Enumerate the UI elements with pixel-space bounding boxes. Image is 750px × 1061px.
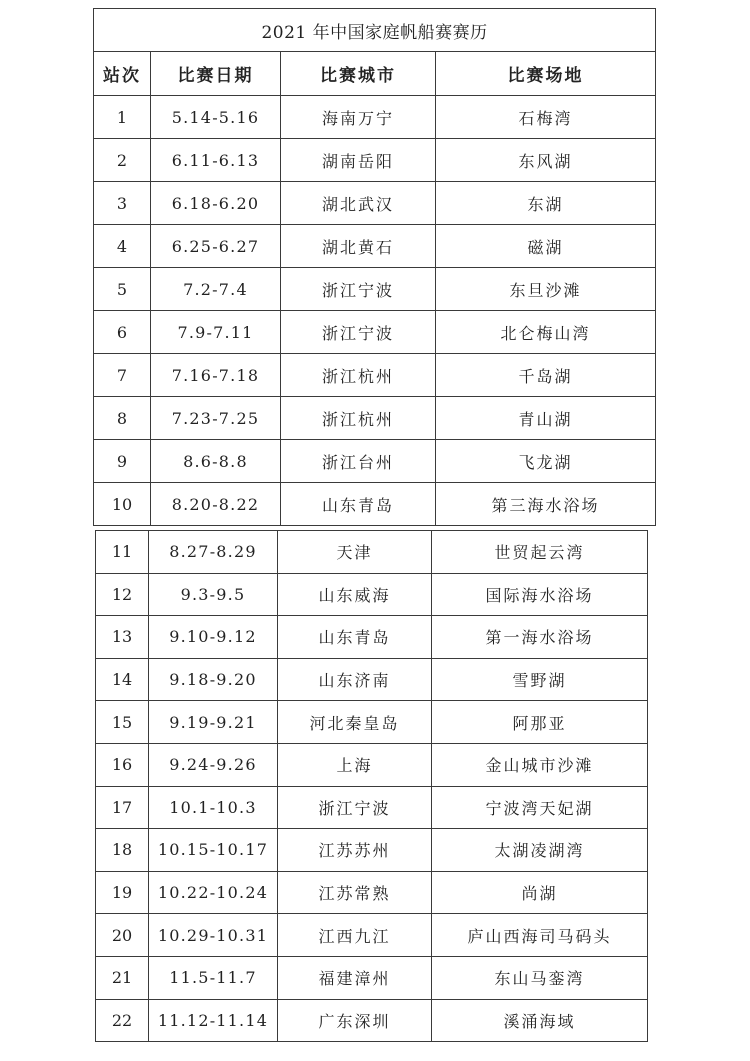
cell-venue: 青山湖 (436, 397, 656, 440)
cell-city: 上海 (278, 743, 432, 786)
table-row (96, 573, 648, 616)
cell-city: 浙江杭州 (281, 397, 436, 440)
cell-stage: 19 (96, 871, 149, 914)
cell-stage: 7 (94, 354, 151, 397)
cell-venue: 国际海水浴场 (432, 573, 648, 616)
cell-venue: 东旦沙滩 (436, 268, 656, 311)
cell-stage: 3 (94, 182, 151, 225)
cell-stage: 12 (96, 573, 149, 616)
cell-date: 11.5-11.7 (149, 956, 278, 999)
cell-date: 10.22-10.24 (149, 871, 278, 914)
table-row (96, 786, 648, 829)
cell-stage: 8 (94, 397, 151, 440)
table-row (96, 658, 648, 701)
cell-date: 10.15-10.17 (149, 829, 278, 872)
cell-venue: 阿那亚 (432, 701, 648, 744)
cell-city: 河北秦皇岛 (278, 701, 432, 744)
cell-city: 浙江台州 (281, 440, 436, 483)
cell-stage: 15 (96, 701, 149, 744)
cell-stage: 2 (94, 139, 151, 182)
table-row (94, 225, 656, 268)
table-row (96, 871, 648, 914)
cell-date: 7.2-7.4 (151, 268, 281, 311)
cell-city: 湖南岳阳 (281, 139, 436, 182)
cell-city: 浙江宁波 (281, 311, 436, 354)
cell-date: 5.14-5.16 (151, 96, 281, 139)
cell-stage: 9 (94, 440, 151, 483)
cell-venue: 宁波湾天妃湖 (432, 786, 648, 829)
cell-date: 6.25-6.27 (151, 225, 281, 268)
table-row (94, 268, 656, 311)
table-row (96, 829, 648, 872)
cell-city: 福建漳州 (278, 956, 432, 999)
cell-stage: 18 (96, 829, 149, 872)
cell-venue: 尚湖 (432, 871, 648, 914)
cell-city: 山东威海 (278, 573, 432, 616)
table-row (94, 440, 656, 483)
cell-date: 10.1-10.3 (149, 786, 278, 829)
cell-stage: 21 (96, 956, 149, 999)
table-row (96, 743, 648, 786)
cell-stage: 16 (96, 743, 149, 786)
cell-venue: 第一海水浴场 (432, 616, 648, 659)
cell-stage: 5 (94, 268, 151, 311)
cell-stage: 22 (96, 999, 149, 1042)
cell-venue: 千岛湖 (436, 354, 656, 397)
cell-city: 浙江杭州 (281, 354, 436, 397)
cell-date: 9.3-9.5 (149, 573, 278, 616)
cell-date: 10.29-10.31 (149, 914, 278, 957)
table-row (96, 616, 648, 659)
cell-city: 江苏苏州 (278, 829, 432, 872)
cell-city: 山东青岛 (281, 483, 436, 526)
table-row (94, 397, 656, 440)
table-row (94, 311, 656, 354)
cell-city: 江苏常熟 (278, 871, 432, 914)
cell-date: 8.20-8.22 (151, 483, 281, 526)
cell-stage: 1 (94, 96, 151, 139)
cell-venue: 雪野湖 (432, 658, 648, 701)
cell-city: 湖北黄石 (281, 225, 436, 268)
header-stage: 站次 (94, 52, 151, 96)
table-row (96, 956, 648, 999)
cell-venue: 石梅湾 (436, 96, 656, 139)
table-row (94, 182, 656, 225)
cell-stage: 13 (96, 616, 149, 659)
cell-venue: 北仑梅山湾 (436, 311, 656, 354)
cell-venue: 金山城市沙滩 (432, 743, 648, 786)
cell-date: 9.10-9.12 (149, 616, 278, 659)
cell-date: 11.12-11.14 (149, 999, 278, 1042)
header-venue: 比赛场地 (436, 52, 656, 96)
cell-venue: 东风湖 (436, 139, 656, 182)
cell-venue: 飞龙湖 (436, 440, 656, 483)
table-row (96, 701, 648, 744)
cell-date: 8.27-8.29 (149, 531, 278, 574)
cell-stage: 6 (94, 311, 151, 354)
table-row (96, 914, 648, 957)
header-date: 比赛日期 (151, 52, 281, 96)
cell-stage: 20 (96, 914, 149, 957)
table-row (94, 139, 656, 182)
cell-date: 7.23-7.25 (151, 397, 281, 440)
cell-venue: 太湖凌湖湾 (432, 829, 648, 872)
cell-city: 浙江宁波 (281, 268, 436, 311)
schedule-table-bottom (95, 530, 648, 1042)
cell-date: 6.18-6.20 (151, 182, 281, 225)
cell-date: 7.9-7.11 (151, 311, 281, 354)
cell-city: 广东深圳 (278, 999, 432, 1042)
cell-city: 湖北武汉 (281, 182, 436, 225)
cell-venue: 东湖 (436, 182, 656, 225)
cell-date: 7.16-7.18 (151, 354, 281, 397)
schedule-table-top (93, 8, 656, 526)
table-row (94, 96, 656, 139)
cell-city: 江西九江 (278, 914, 432, 957)
cell-city: 山东济南 (278, 658, 432, 701)
cell-stage: 4 (94, 225, 151, 268)
cell-stage: 14 (96, 658, 149, 701)
cell-date: 8.6-8.8 (151, 440, 281, 483)
table-row (94, 483, 656, 526)
cell-date: 9.18-9.20 (149, 658, 278, 701)
cell-date: 9.24-9.26 (149, 743, 278, 786)
table-row (96, 999, 648, 1042)
cell-venue: 世贸起云湾 (432, 531, 648, 574)
table-row (96, 531, 648, 574)
cell-venue: 第三海水浴场 (436, 483, 656, 526)
cell-date: 6.11-6.13 (151, 139, 281, 182)
cell-venue: 庐山西海司马码头 (432, 914, 648, 957)
cell-city: 天津 (278, 531, 432, 574)
cell-venue: 东山马銮湾 (432, 956, 648, 999)
cell-city: 浙江宁波 (278, 786, 432, 829)
cell-stage: 10 (94, 483, 151, 526)
cell-city: 海南万宁 (281, 96, 436, 139)
cell-date: 9.19-9.21 (149, 701, 278, 744)
header-row (94, 52, 656, 96)
table-row (94, 354, 656, 397)
cell-stage: 17 (96, 786, 149, 829)
cell-venue: 磁湖 (436, 225, 656, 268)
header-city: 比赛城市 (281, 52, 436, 96)
table-title: 2021 年中国家庭帆船赛赛历 (94, 9, 656, 52)
cell-stage: 11 (96, 531, 149, 574)
cell-venue: 溪涌海域 (432, 999, 648, 1042)
cell-city: 山东青岛 (278, 616, 432, 659)
